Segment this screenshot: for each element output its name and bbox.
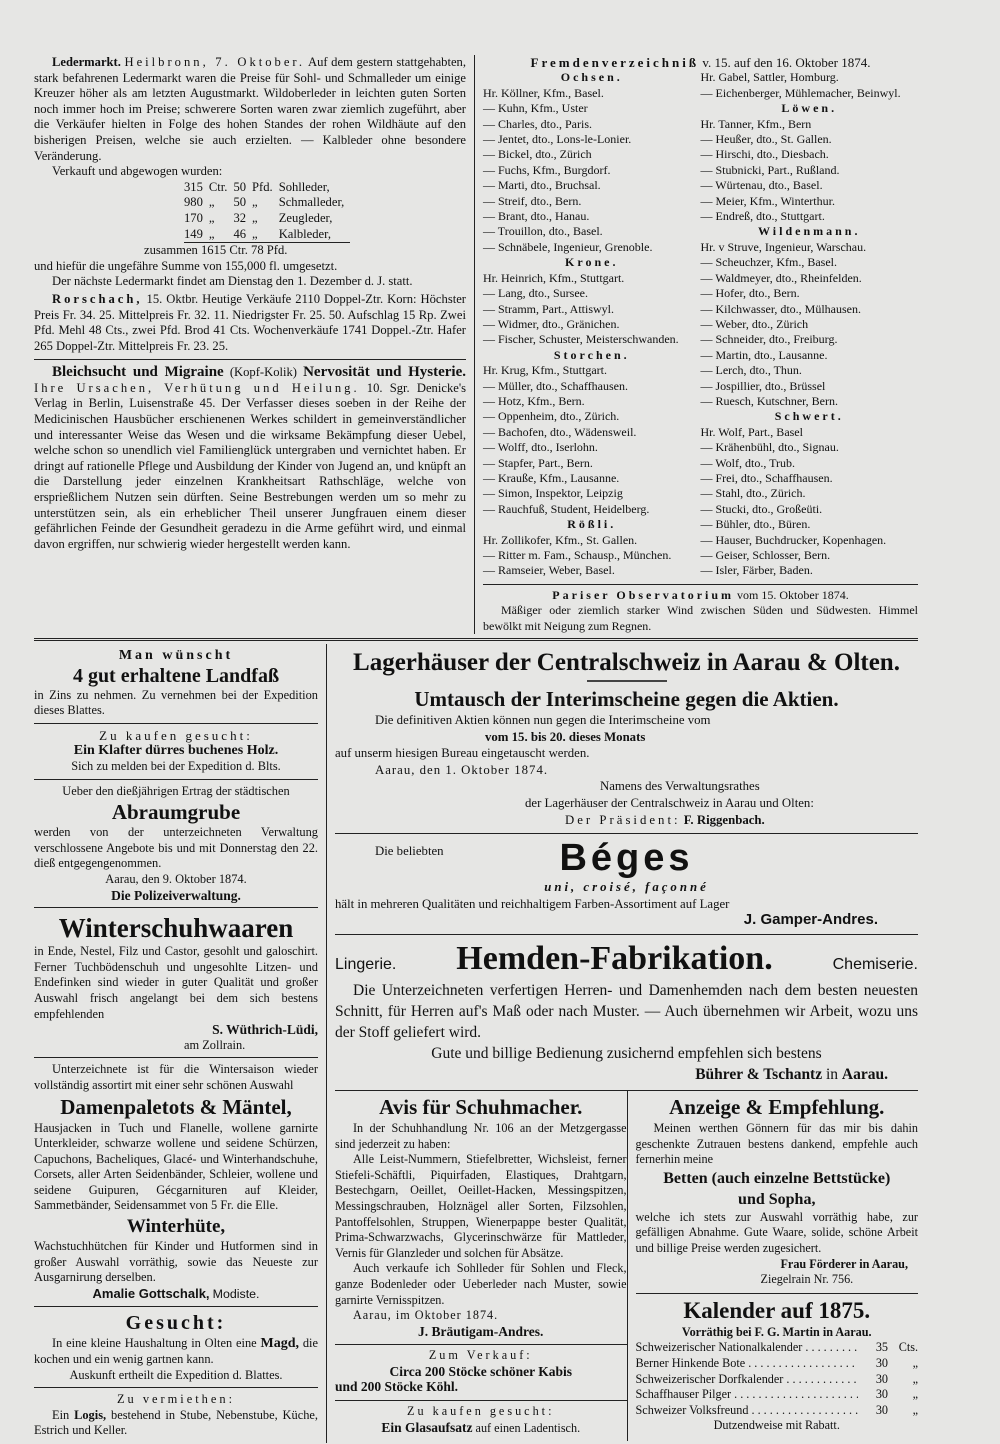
table-row [184,180,350,196]
calendar-item [636,1387,919,1403]
ad-body: Die definitiven Aktien können nun gegen die Interimscheine vom [375,713,711,728]
guest-entry: — Charles, dto., Paris. [483,116,592,131]
ad-body: in Zins zu nehmen. Zu vernehmen bei der Expedition dieses Blattes. [34,687,318,718]
hemden-ad [335,935,918,1091]
ad-place: am Zollrain. [184,1037,246,1052]
ad-body: Ein [52,1407,70,1422]
guest-entry: — Geiser, Schlosser, Bern. [700,548,831,562]
table-cell: Pfd. [252,179,273,194]
ad-body: 10. Sgr. Denicke's Verlag in Berlin, Luisenstraße 45. Der Verfasser dieses soeben in der Reihe der Medicinischen Hausbücher erschienenen Werkes schildert in gemeinverständlicher und interessanter Weise das Wesen und die wirksame Bekämpfung dieser Uebel, welche schon so unendlich viel Familienglück untergraben und vernichtet haben. Er dringt auf rationelle Pflege und Ausbildung der Kinder von Jugend an, und knüpft an die Darstellung jeder einzelnen Krankheitsart Rathschläge, welche von ersprießlichem Nutzen sein dürften. Seine Bestrebungen werden um so mehr zu unterstützen sein, als ein erheblicher Theil unserer Jungfrauen einem dieser gefährlichen Feinde der Gesundheit geradezu in die Arme geführt wird, und einmal davon ergriffen, nur schwierig wieder hergestellt werden kann. [34,380,466,551]
observatory-report [483,584,918,634]
ad-intro: Die beliebten [375,844,444,859]
ad-address: Ziegelrain Nr. 756. [760,1272,854,1287]
guest-entry: — Bickel, dto., Zürich [483,147,592,162]
ad-title: Ein Klafter dürres buchenes Holz. [73,743,279,759]
guest-entry: — Ruesch, Kutschner, Bern. [700,393,838,408]
ad-head: Zum Verkauf: [428,1348,533,1363]
ad-tag: Chemiserie. [832,955,918,973]
calendar-price: 30 [875,1387,888,1402]
bottom-left-ads [335,1091,627,1441]
ad-subtitle: Ihre Ursachen, Verhütung und Heilung. [34,380,360,395]
ad-signature: Amalie Gottschalk, [92,1285,210,1301]
landfass-ad [34,644,318,724]
ad-body: Auch verkaufe ich Sohlleder für Sohlen und Fleck, ganze Bodenleder oder Ueberleder nach Muster, sowie garnirte Vernisspitzen. [335,1261,627,1307]
guest-entry: — Stucki, dto., Großeüti. [700,501,823,516]
guest-entry: — Bühler, dto., Büren. [700,517,811,532]
table-cell: 980 [184,195,203,210]
ad-title: Damenpaletots & Mäntel, [60,1094,292,1119]
guest-entry: — Waldmeyer, dto., Rheinfelden. [700,270,862,285]
calendar-unit: „ [912,1371,918,1386]
guest-entry: — Bachofen, dto., Wädensweil. [483,424,637,439]
ad-body: In eine kleine Haushaltung in Olten eine [52,1336,257,1351]
next-market: Der nächste Ledermarkt findet am Dienstag den 1. Dezember d. J. statt. [52,274,413,289]
guest-entry: Hr. Gabel, Sattler, Homburg. [700,70,839,85]
ad-title: Winterschuhwaaren [58,913,294,944]
ad-title: Béges [559,837,694,880]
vermiethen-ad [34,1388,318,1443]
calendar-name: Berner Hinkende Bote . . . [636,1356,859,1372]
newspaper-page [34,0,918,1443]
observatory-title: Pariser Observatorium [552,587,735,602]
ad-bold: Betten (auch einzelne Bettstücke) [663,1169,891,1187]
guest-entry: Hr. Wolf, Part., Basel [700,424,803,439]
guest-entry: Hr. Tanner, Kfm., Bern [700,116,812,131]
ad-head: Zu vermiethen: [116,1392,236,1407]
guest-entry: — Krähenbühl, dto., Signau. [700,440,839,455]
ad-signature: S. Wüthrich-Lüdi, [212,1022,318,1038]
guest-entry: — Schnäbele, Ingenieur, Grenoble. [483,239,653,254]
ad-body: hält in mehreren Qualitäten und reichhaltigem Farben-Assortiment auf Lager [335,896,730,911]
hotel-heading: Krone. [565,255,619,270]
ad-title: Hemden-Fabrikation. [456,939,773,977]
hotel-heading: Storchen. [553,347,630,362]
lower-left-column [34,644,326,1443]
ad-title: Abraumgrube [111,800,241,825]
calendar-item [636,1403,919,1419]
abraumgrube-ad [34,780,318,909]
guest-entry: — Eichenberger, Mühlemacher, Beinwyl. [700,85,901,100]
ad-body: in Ende, Nestel, Filz und Castor, gesohlt und galoschirt. Ferner Tuchbödenschuh und ungesohlte Litzen- und Endefinken sind wieder in guter Qualität und großer Auswahl frisch angelangt bei dem sich bestens empfehlenden [34,944,318,1021]
calendar-price: 30 [875,1355,888,1370]
rorschach-article [34,292,466,354]
table-cell: Sohlleder, [278,179,330,194]
lagerhaeuser-ad [335,644,918,834]
ad-date: Aarau, im Oktober 1874. [353,1308,499,1323]
calendar-unit: „ [912,1387,918,1402]
guest-list-title: Fremdenverzeichniß [530,55,700,70]
ad-title: Avis für Schuhmacher. [379,1094,583,1119]
ad-body: Hausjacken in Tuch und Flanelle, wollene garnirte Unterkleider, schwarze wollene und seidene Schürzen, Capuchons, Bacheliques, Glacé- und Winterhandschuhe, Corsets, aller Arten Seidenbänder, Schleier, wollene und seidene Guipuren, Gécgarnituren auf Kleider, Sammetbänder, Seidensammet von 5 Fr. die Elle. [34,1120,318,1213]
guest-entry: — Ritter m. Fam., Schausp., München. [483,548,672,562]
ad-intro: Ueber den dießjährigen Ertrag der städtischen [62,783,290,798]
guest-entry: — Trouillon, dto., Basel. [483,224,603,239]
calendar-unit: Cts. [898,1340,918,1355]
gottschalk-ad [34,1058,318,1307]
guest-entry: — Martin, dto., Lausanne. [700,347,828,362]
calendar-item [636,1340,919,1356]
guest-entry: — Schneider, dto., Freiburg. [700,332,838,347]
ad-head: Zu kaufen gesucht: [99,727,253,743]
observatory-text: Mäßiger oder ziemlich starker Wind zwischen Süden und Südwesten. Himmel bewölkt mit Neigung zum Regnen. [483,603,918,633]
table-cell: Kalbleder, [279,227,351,243]
ad-title: Anzeige & Empfehlung. [669,1094,885,1119]
ad-date: Aarau, den 9. Oktober 1874. [105,871,247,886]
guest-entry: — Müller, dto., Schaffhausen. [483,378,628,393]
ad-tag: Lingerie. [335,955,397,973]
guest-entry: Hr. v Struve, Ingenieur, Warschau. [700,239,867,254]
table-cell: „ [252,210,258,225]
calendar-item [636,1356,919,1372]
ad-subtitle: uni, croisé, façonné [544,880,709,895]
table-cell: „ [209,227,234,243]
ad-body: Sich zu melden bei der Expedition d. Blts. [71,759,281,773]
ad-intro: In der Schuhhandlung Nr. 106 an der Metzgergasse sind jederzeit zu haben: [335,1120,627,1151]
ad-body: welche ich stets zur Auswahl vorräthig habe, zur gefälligen Abnahme. Gute Waare, solide, schöne Arbeit und billige Preise werden zugesichert. [635,1209,918,1255]
table-cell: „ [208,210,215,225]
hotel-heading: Schwert. [774,409,844,424]
lower-right-column [326,644,918,1443]
guest-entry: — Rauchfuß, Student, Heidelberg. [483,501,650,516]
guest-entry: — Hirschi, dto., Diesbach. [700,147,829,162]
bottom-ad-columns [335,1091,918,1441]
guest-entry: — Kilchwasser, dto., Mülhausen. [700,301,861,316]
verkauf-ad [335,1345,627,1401]
guest-entry: — Würtenau, dto., Basel. [700,178,823,193]
guest-entry: — Stahl, dto., Zürich. [700,486,806,501]
calendar-name: Schweizer Volksfreund . . . [636,1403,859,1419]
ad-signature: Der Präsident: [565,812,681,827]
ad-body: auf einen Ladentisch. [475,1420,581,1435]
guest-entry: — Jospillier, dto., Brüssel [700,378,826,393]
guest-entry: — Streif, dto., Bern. [483,193,582,208]
ad-body: Wachstuchhütchen für Kinder und Hutformen sind in großer Auswahl vorräthig, sowie das Neueste zur Ausgarnirung derselben. [34,1239,318,1285]
sold-label: Verkauft und abgewogen wurden: [52,164,223,179]
lower-section [34,641,918,1443]
ad-subtitle: Umtausch der Interimscheine gegen die Aktien. [414,687,839,712]
guest-entry: — Krauße, Kfm., Lausanne. [483,470,620,485]
holz-ad [34,724,318,780]
ad-role: Modiste. [212,1286,260,1301]
winterschuh-ad [34,908,318,1058]
table-cell: Schmalleder, [278,195,345,210]
calendar-price-list [636,1340,919,1418]
calendar-price: 30 [875,1371,888,1386]
dateline: Heilbronn, 7. Oktober. [124,55,306,69]
table-cell: „ [208,195,215,210]
calendar-price: 35 [875,1340,888,1355]
ad-head: Man wünscht [118,648,234,664]
guest-entry: — Brant, dto., Hanau. [483,209,590,224]
beges-ad [335,834,918,935]
ad-signature: J. Gamper-Andres. [743,911,878,929]
table-cell: 50 [233,195,247,210]
guest-entry: — Weber, dto., Zürich [700,316,809,331]
ad-title: 4 gut erhaltene Landfaß [72,664,280,687]
bottom-right-ads [627,1091,919,1441]
sum-line: und hiefür die ungefähre Summe von 155,000 fl. umgesetzt. [34,258,338,273]
kalender-ad [636,1294,919,1439]
ad-head: Zu kaufen gesucht: [407,1404,555,1419]
guest-entry: Hr. Zollikofer, Kfm., St. Gallen. [483,532,638,547]
ad-title: Nervosität und Hysterie. [303,364,467,381]
ad-body: Auskunft ertheilt die Expedition d. Blattes. [69,1367,283,1382]
guest-entry: — Lang, dto., Sursee. [483,286,588,301]
ad-body: Alle Leist-Nummern, Stiefelbretter, Wichsleist, ferner Stiefeli-Schäftli, Piquirfaden, Elastiques, Drahtgarn, Bestechgarn, Oeillet, Oeillet-Hacken, Messingspitzen, Messingschrauben, Holznägel aller Sorten, Filzsohlen, Pantoffelsohlen, Struppen, Wienerpappe bester Qualität, Prima-Schwarzwachs, Glycerinschwärze für Mattleder, Vernis für Glanzleder und solchen für Absätze. [335,1152,627,1260]
total-line: zusammen 1615 Ctr. 78 Pfd. [144,243,288,258]
ad-title: Lagerhäuser der Centralschweiz in Aarau & Olten. [353,649,900,677]
guest-entry: — Stapfer, Part., Bern. [483,455,593,470]
hotel-heading: Ochsen. [560,70,623,85]
guest-list-right [701,70,919,578]
observatory-date: vom 15. Oktober 1874. [737,587,849,602]
table-cell: 50 [233,179,247,194]
ad-body: bestehend in Stube, Nebenstube, Küche, Estrich und Keller. [34,1407,318,1438]
table-cell: „ [252,195,258,210]
ad-body: auf unserm hiesigen Bureau eingetauscht werden. [335,746,590,761]
calendar-unit: „ [912,1402,918,1417]
guest-entry: — Widmer, dto., Gränichen. [483,316,620,331]
ad-body: in [825,1065,839,1083]
ad-title: Winterhüte, [126,1216,226,1238]
table-cell: „ [252,227,279,243]
guest-entry: — Hotz, Kfm., Bern. [483,393,585,408]
ad-title: Gesucht: [125,1312,227,1335]
hotel-heading: Rößli. [567,517,617,532]
ad-body: Die Unterzeichneten verfertigen Herren- und Damenhemden nach dem besten neuesten Schnitt, für Herren auf's Maß oder nach Muster. — Auch übernehmen wir Arbeit, wozu uns der Stoff geliefert wird. [335,981,918,1041]
guest-entry: — Hofer, dto., Bern. [700,286,800,301]
guest-entry: — Simon, Inspektor, Leipzig [483,486,623,501]
calendar-name: Schweizerischer Dorfkalender . . . [636,1372,859,1388]
ad-body: und 200 Stöcke Köhl. [335,1379,459,1395]
ad-bold: Logis, [74,1407,107,1422]
article-body: 15. Oktbr. Heutige Verkäufe 2110 Doppel-Ztr. Korn: Höchster Preis Fr. 34. 25. Mittelpreis Fr. 32. 11. Niedrigster Fr. 25. 50. Aufschlag 15 Rp. Zwei Pfd. Mehl 48 Cts., zwei Pfd. Brod 41 Cts. Wochenverkäufe 1741 Doppel.-Ztr. Hafer 265 Doppel-Ztr. Mittelpreis Fr. 23. 25. [34,291,467,353]
guest-entry: Hr. Köllner, Kfm., Basel. [483,85,604,100]
ad-bold: vom 15. bis 20. dieses Monats [485,729,646,744]
ad-title: Bleichsucht und Migraine [52,364,224,381]
hotel-heading: Löwen. [781,101,838,116]
ad-bold: und Sopha, [738,1190,816,1208]
ad-intro: Unterzeichnete ist für die Wintersaison wieder vollständig assortirt mit einer sehr schönen Auswahl [34,1062,318,1092]
guest-entry: — Endreß, dto., Stuttgart. [700,209,825,224]
guest-entry: — Stubnicki, Part., Rußland. [700,162,840,177]
article-body: Auf dem gestern stattgehabten, stark befahrenen Ledermarkt waren die Preise für Sohl- und Schmalleder um einige Kreuzer höher als am letzten Augustmarkt. Wildoberleder in leichten guten Sorten noch immer hoch im Preise; schwerere Sorten waren zwar ziemlich zugeführt, aber die Verkäufer hielten in Folge des hohen Standes der rohen Wildhäute auf den bisherigen Preisen, welche sie auch erzielten. — Kalbleder ohne besondere Veränderung. [34,55,466,163]
guest-entry: — Frei, dto., Schaffhausen. [700,470,833,485]
guest-entry: — Fuchs, Kfm., Burgdorf. [483,162,611,177]
guest-entry: — Marti, dto., Bruchsal. [483,178,601,193]
guest-entry: Hr. Heinrich, Kfm., Stuttgart. [483,270,625,285]
ledermarkt-article [34,55,466,290]
ad-body: Gute und billige Bedienung zusichernd empfehlen sich bestens [431,1044,822,1062]
ad-title: Kalender auf 1875. [683,1297,871,1323]
guest-entry: — Hauser, Buchdrucker, Kopenhagen. [700,532,887,547]
calendar-item [636,1372,919,1388]
table-row [184,195,350,211]
guest-list-date: v. 15. auf den 16. Oktober 1874. [702,55,871,70]
ad-signature: J. Bräutigam-Andres. [418,1323,544,1339]
divider [587,680,667,682]
calendar-name: Schweizerischer Nationalkalender . . . [636,1340,859,1356]
guest-entry: Hr. Krug, Kfm., Stuttgart. [483,363,607,378]
table-cell: 170 [184,210,203,225]
ad-signature: der Lagerhäuser der Centralschweiz in Aarau und Olten: [525,796,814,810]
guest-entry: — Stramm, Part., Attiswyl. [483,301,615,316]
ad-body: Circa 200 Stöcke schöner Kabis [389,1363,572,1379]
calendar-unit: „ [912,1355,918,1370]
ad-body: die kochen und ein wenig gartnen kann. [34,1336,318,1367]
leather-sales-table [184,180,350,243]
table-cell: Zeugleder, [278,210,333,225]
calendar-price: 30 [875,1402,888,1417]
ad-place: Aarau. [841,1065,888,1083]
table-cell: 46 [233,227,252,243]
ad-signature: Namens des Verwaltungsrathes [600,779,760,794]
guest-entry: — Heußer, dto., St. Gallen. [700,132,832,147]
avis-ad [335,1091,627,1345]
dateline: Rorschach, [52,291,143,306]
ad-body: Meinen werthen Gönnern für das mir bis dahin geschenkte Zutrauen bestens dankend, empfehle auch fernerhin meine [635,1120,918,1167]
guest-entry: — Oppenheim, dto., Zürich. [483,409,620,424]
table-cell: 149 [184,227,209,243]
ad-signature: Frau Förderer in Aarau, [780,1256,908,1271]
guest-list-left [483,70,701,578]
ad-note: Dutzendweise mit Rabatt. [713,1418,840,1433]
bleichsucht-ad [34,359,466,552]
gesucht-ad [34,1307,318,1388]
guest-entry: — Fischer, Schuster, Meisterschwanden. [483,332,679,347]
ad-subtitle: Vorräthig bei F. G. Martin in Aarau. [681,1324,872,1339]
guest-entry: — Wolff, dto., Iserlohn. [483,440,598,455]
guest-entry: — Meier, Kfm., Winterthur. [700,193,835,208]
top-left-column [34,55,474,634]
guest-entry: — Wolf, dto., Trub. [700,455,795,470]
ad-signature: Bührer & Tschantz [695,1065,823,1083]
anzeige-ad [636,1091,919,1294]
ad-bold: Magd, [260,1336,300,1352]
table-cell: Ctr. [208,179,228,194]
president-name: F. Riggenbach. [683,812,765,827]
table-cell: 315 [184,179,203,194]
guest-entry: — Ramseier, Weber, Basel. [483,563,615,578]
table-row [184,211,350,227]
glasaufsatz-ad [335,1401,627,1441]
guest-entry: — Kuhn, Kfm., Uster [483,101,588,116]
ad-signature: Die Polizeiverwaltung. [111,887,241,903]
hotel-heading: Wildenmann. [758,224,861,239]
guest-entry: — Jentet, dto., Lons-le-Lonier. [483,132,632,147]
ad-title-paren: (Kopf-Kolik) [229,365,297,380]
top-right-column [474,55,918,634]
ad-body: werden von der unterzeichneten Verwaltung verschlossene Angebote bis und mit Donnerstag den 22. dieß entgegengenommen. [34,825,318,871]
table-cell: 32 [233,210,247,225]
ad-date: Aarau, den 1. Oktober 1874. [375,762,549,777]
ad-bold: Ein Glasaufsatz [381,1419,473,1435]
guest-entry: — Lerch, dto., Thun. [700,363,802,378]
article-title: Ledermarkt. [52,55,121,69]
guest-entry: — Scheuchzer, Kfm., Basel. [700,255,837,270]
table-row [184,227,350,243]
calendar-name: Schaffhauser Pilger . . . [636,1387,859,1403]
top-section [34,55,918,641]
guest-entry: — Isler, Färber, Baden. [700,563,813,578]
